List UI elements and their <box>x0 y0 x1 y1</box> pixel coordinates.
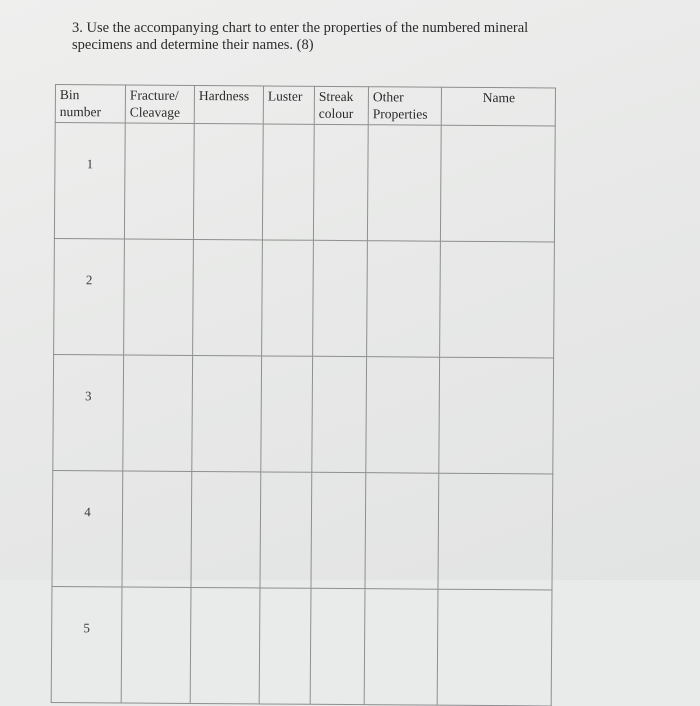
bin-number-cell: 3 <box>53 354 124 470</box>
streak-colour-cell[interactable] <box>310 588 365 704</box>
table-row <box>51 586 552 705</box>
header-row <box>55 85 555 126</box>
luster-cell[interactable] <box>262 240 314 356</box>
name-cell[interactable] <box>440 125 555 242</box>
streak-colour-cell[interactable] <box>313 124 368 240</box>
hardness-cell[interactable] <box>191 471 261 587</box>
question-line-1: 3. Use the accompanying chart to enter the properties of the numbered mineral <box>72 20 529 36</box>
header-other-properties: Other Properties <box>368 87 441 126</box>
header-bin-number: Bin number <box>55 85 125 123</box>
table-row <box>54 123 555 242</box>
header-streak-colour: Streak colour <box>314 86 368 124</box>
hardness-cell[interactable] <box>190 587 260 703</box>
streak-colour-cell[interactable] <box>312 356 367 472</box>
name-cell[interactable] <box>440 241 555 358</box>
fracture-cleavage-cell[interactable] <box>123 355 193 471</box>
luster-cell[interactable] <box>261 356 313 472</box>
table-row <box>54 238 555 357</box>
bin-number-cell: 1 <box>54 123 125 239</box>
name-cell[interactable] <box>439 357 554 474</box>
fracture-cleavage-cell[interactable] <box>124 123 194 239</box>
streak-colour-cell[interactable] <box>311 472 366 588</box>
other-properties-cell[interactable] <box>366 357 440 474</box>
mineral-properties-table <box>51 84 556 706</box>
table-row <box>53 354 554 473</box>
streak-colour-cell[interactable] <box>313 240 368 356</box>
hardness-cell[interactable] <box>193 239 263 355</box>
hardness-cell[interactable] <box>192 355 262 471</box>
fracture-cleavage-cell[interactable] <box>122 471 192 587</box>
header-luster: Luster <box>263 86 314 124</box>
luster-cell[interactable] <box>260 472 312 588</box>
other-properties-cell[interactable] <box>367 241 441 358</box>
fracture-cleavage-cell[interactable] <box>121 587 191 703</box>
name-cell[interactable] <box>438 473 553 590</box>
luster-cell[interactable] <box>259 588 311 704</box>
fracture-cleavage-cell[interactable] <box>124 239 194 355</box>
other-properties-cell[interactable] <box>367 125 441 242</box>
name-cell[interactable] <box>437 589 552 706</box>
luster-cell[interactable] <box>262 124 314 240</box>
header-name: Name <box>441 87 555 126</box>
bin-number-cell: 4 <box>52 470 123 586</box>
table-row <box>52 470 553 589</box>
other-properties-cell[interactable] <box>364 589 438 706</box>
header-fracture-cleavage: Fracture/ Cleavage <box>125 85 194 123</box>
hardness-cell[interactable] <box>193 123 263 239</box>
other-properties-cell[interactable] <box>365 473 439 590</box>
header-hardness: Hardness <box>194 85 263 123</box>
bin-number-cell: 5 <box>51 586 122 702</box>
bin-number-cell: 2 <box>54 238 125 354</box>
question-text <box>72 20 552 54</box>
question-line-2: specimens and determine their names. (8) <box>72 37 314 53</box>
